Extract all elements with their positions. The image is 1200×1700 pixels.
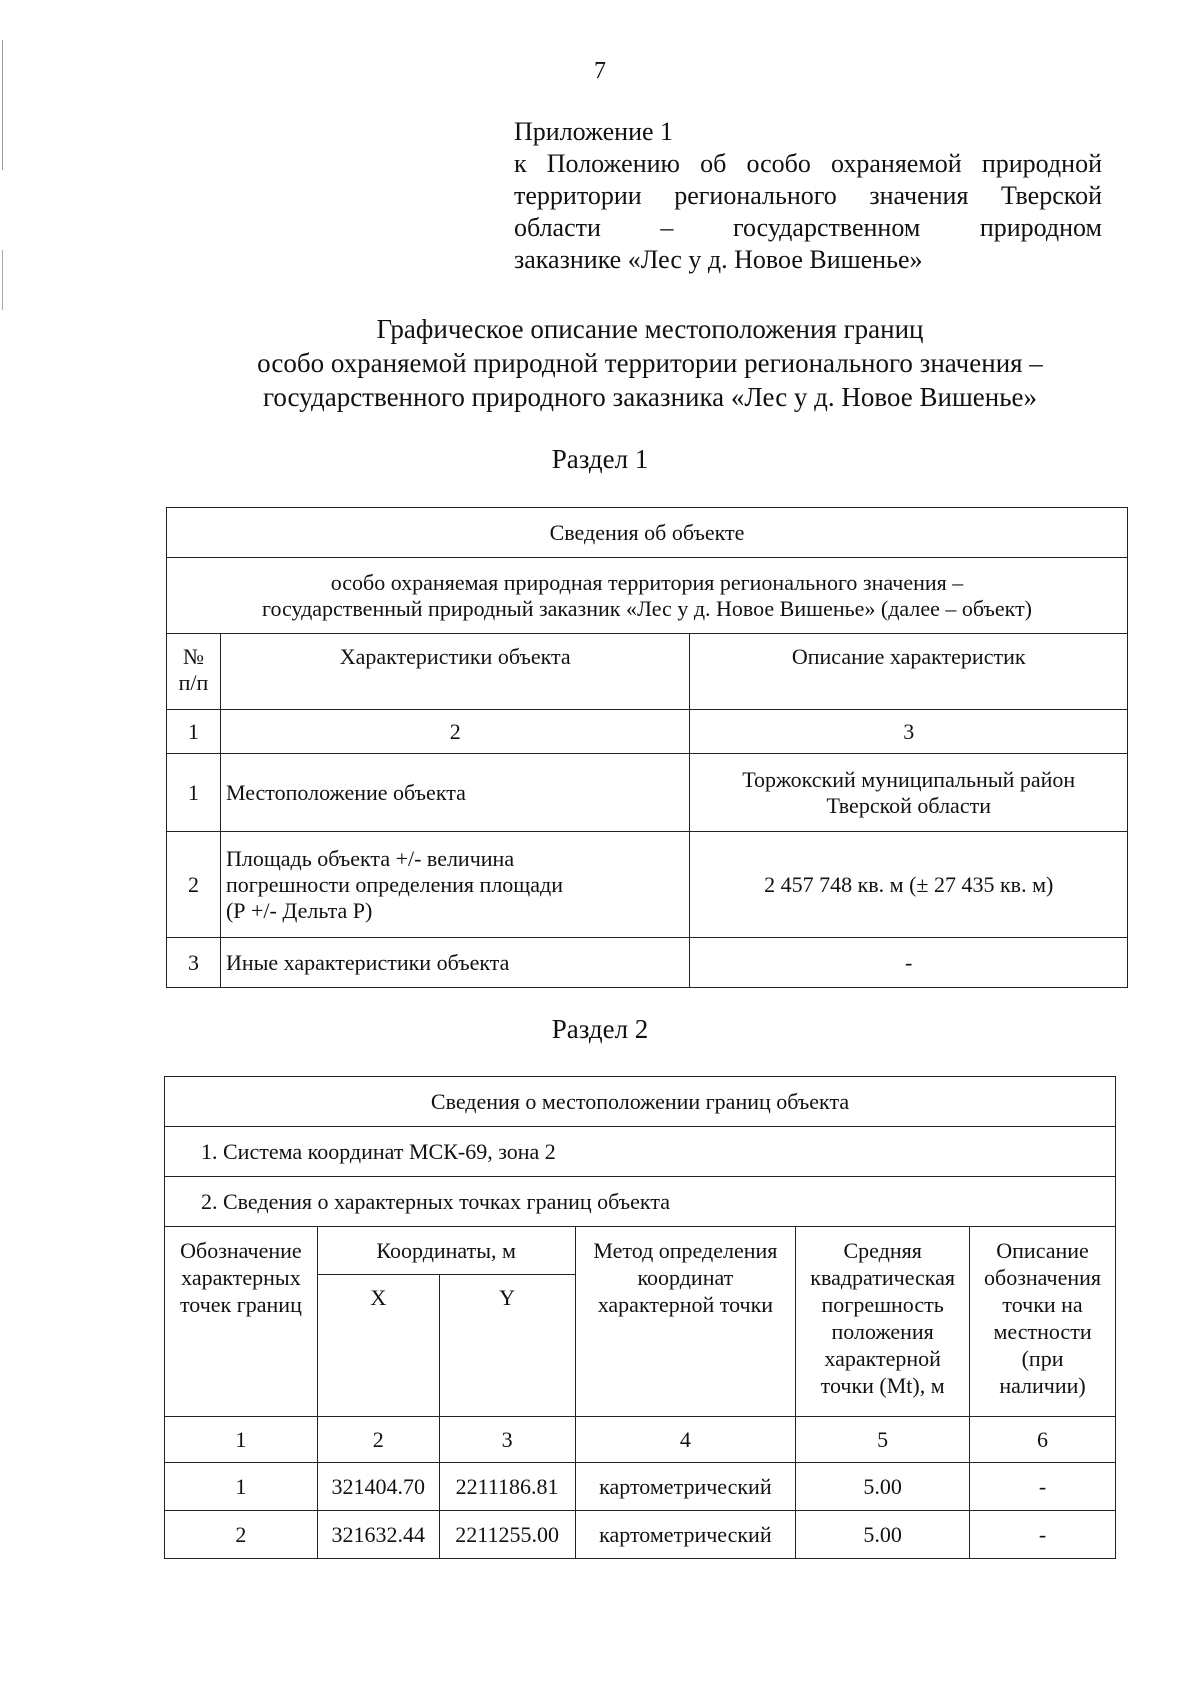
header-line: погрешность: [821, 1292, 944, 1317]
table-row: [167, 938, 1128, 988]
row-characteristic: [220, 832, 689, 938]
row-num: 1: [167, 754, 221, 832]
characteristic-line: Иные характеристики объекта: [225, 949, 510, 975]
col-number: 1: [165, 1417, 318, 1463]
header-description: Описание характеристик: [690, 634, 1128, 710]
description-line: Торжокский муниципальный район: [742, 766, 1076, 792]
header-line: наличии): [999, 1373, 1086, 1398]
row-num: 3: [167, 938, 221, 988]
point-description: -: [970, 1463, 1116, 1511]
section2-title: Раздел 2: [551, 1014, 649, 1044]
heading-line: государственного природного заказника «Лес у д. Новое Вишенье»: [262, 382, 1038, 412]
header-line: точки на: [1002, 1292, 1083, 1317]
header-line: (при: [1021, 1346, 1064, 1371]
header-line: характерной: [824, 1346, 941, 1371]
row-characteristic: [220, 938, 689, 988]
description-line: -: [905, 949, 913, 975]
section1-title: Раздел 1: [551, 444, 649, 474]
header-line: координат: [637, 1265, 734, 1290]
col-number: 2: [317, 1417, 439, 1463]
table-row: [167, 832, 1128, 938]
heading-line: особо охраняемой природной территории регионального значения –: [257, 348, 1043, 378]
header-line: характерной точки: [597, 1292, 774, 1317]
characteristic-line: Местоположение объекта: [225, 779, 466, 805]
appendix-line: заказнике «Лес у д. Новое Вишенье»: [514, 245, 923, 274]
table-title: Сведения об объекте: [167, 508, 1128, 558]
table-row: [165, 1511, 1116, 1559]
row-description: [690, 754, 1128, 832]
col-number: 6: [970, 1417, 1116, 1463]
error-value: 5.00: [796, 1511, 970, 1559]
col-number: 2: [220, 710, 689, 754]
table-title: Сведения о местоположении границ объекта: [165, 1077, 1116, 1127]
col-number: 5: [796, 1417, 970, 1463]
header-coordinates: Координаты, м: [317, 1227, 575, 1275]
header-line: точек границ: [179, 1292, 302, 1317]
table-row: [165, 1463, 1116, 1511]
appendix-title: Приложение 1: [514, 117, 674, 146]
appendix-line: территории регионального значения Тверской: [514, 181, 1102, 210]
header-error: [796, 1227, 970, 1417]
characteristic-line: (Р +/- Дельта Р): [225, 897, 373, 923]
coord-x: 321632.44: [317, 1511, 439, 1559]
object-name-cell: [167, 558, 1128, 634]
scan-margin-line: [2, 250, 3, 310]
header-y: Y: [439, 1275, 575, 1417]
boundary-points-table: [164, 1076, 1116, 1559]
method: картометрический: [575, 1463, 796, 1511]
header-num-line: №: [182, 644, 204, 669]
page-number: 7: [594, 58, 606, 84]
col-number: 3: [439, 1417, 575, 1463]
points-title: 2. Сведения о характерных точках границ объекта: [165, 1177, 1116, 1227]
point-description: -: [970, 1511, 1116, 1559]
header-x: X: [317, 1275, 439, 1417]
object-name-line: особо охраняемая природная территория регионального значения –: [330, 569, 964, 595]
coord-x: 321404.70: [317, 1463, 439, 1511]
header-line: обозначения: [984, 1265, 1102, 1290]
description-line: Тверской области: [826, 792, 991, 818]
object-info-table: [166, 507, 1128, 988]
characteristic-line: погрешности определения площади: [225, 871, 563, 897]
header-line: характерных: [181, 1265, 301, 1290]
row-num: 2: [167, 832, 221, 938]
header-line: Средняя: [843, 1238, 922, 1263]
coord-y: 2211186.81: [439, 1463, 575, 1511]
header-line: точки (Mt), м: [820, 1373, 945, 1398]
method: картометрический: [575, 1511, 796, 1559]
coord-system: 1. Система координат МСК-69, зона 2: [165, 1127, 1116, 1177]
header-line: Описание: [996, 1238, 1089, 1263]
header-num: [167, 634, 221, 710]
header-line: квадратическая: [810, 1265, 956, 1290]
header-characteristic: Характеристики объекта: [220, 634, 689, 710]
appendix-block: [514, 116, 1102, 276]
object-name-line: государственный природный заказник «Лес у д. Новое Вишенье» (далее – объект): [261, 595, 1033, 621]
document-heading: [100, 312, 1200, 414]
header-num-line: п/п: [178, 670, 209, 695]
description-line: 2 457 748 кв. м (± 27 435 кв. м): [764, 871, 1054, 897]
header-line: Метод определения: [593, 1238, 778, 1263]
row-characteristic: [220, 754, 689, 832]
col-number: 4: [575, 1417, 796, 1463]
error-value: 5.00: [796, 1463, 970, 1511]
appendix-line: области – государственном природном: [514, 213, 1102, 242]
header-line: положения: [831, 1319, 934, 1344]
row-description: [690, 938, 1128, 988]
heading-line: Графическое описание местоположения границ: [376, 314, 924, 344]
header-line: Обозначение: [180, 1238, 302, 1263]
col-number: 1: [167, 710, 221, 754]
point-id: 1: [165, 1463, 318, 1511]
characteristic-line: Площадь объекта +/- величина: [225, 845, 515, 871]
point-id: 2: [165, 1511, 318, 1559]
header-description: [970, 1227, 1116, 1417]
row-description: [690, 832, 1128, 938]
header-method: [575, 1227, 796, 1417]
coord-y: 2211255.00: [439, 1511, 575, 1559]
appendix-line: к Положению об особо охраняемой природной: [514, 149, 1102, 178]
table-row: [167, 754, 1128, 832]
col-number: 3: [690, 710, 1128, 754]
header-designation: [165, 1227, 318, 1417]
header-line: местности: [993, 1319, 1092, 1344]
